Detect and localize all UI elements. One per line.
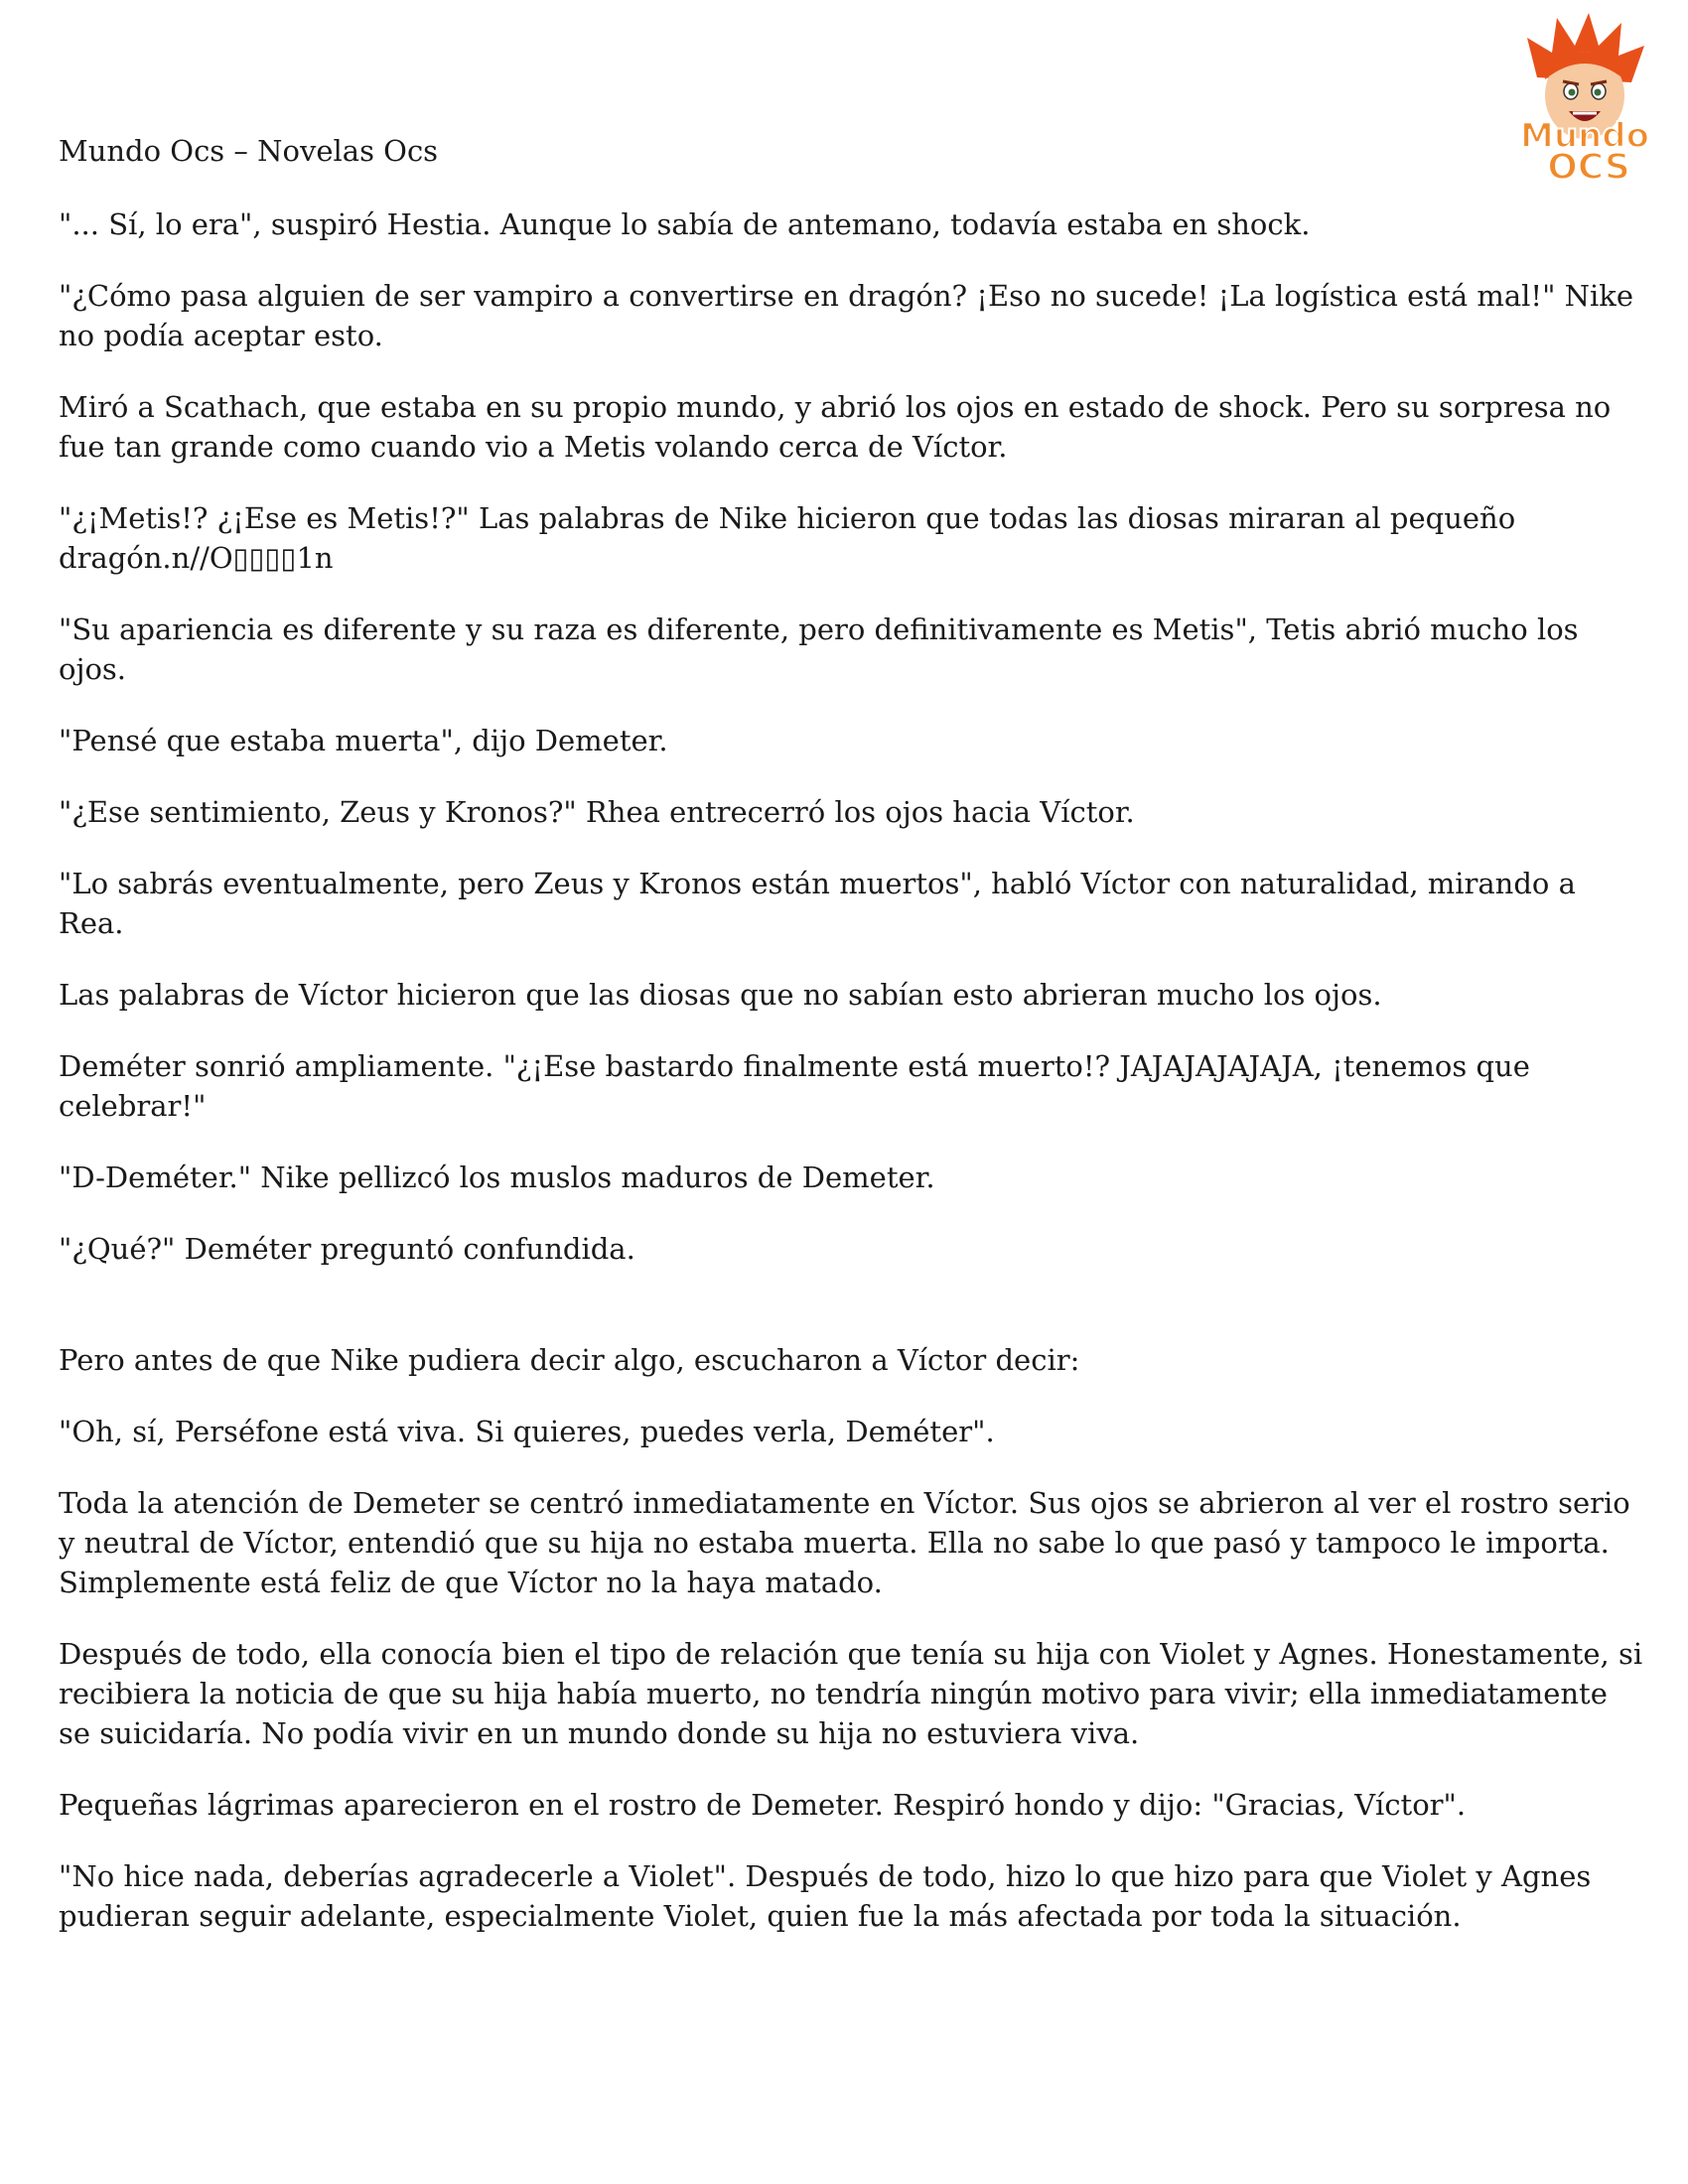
paragraph: "Pensé que estaba muerta", dijo Demeter.	[59, 724, 668, 757]
logo-lettering	[1520, 116, 1649, 183]
paragraph: Deméter sonrió ampliamente. "¿¡Ese bastardo finalmente está muerto!? JAJAJAJAJAJA, ¡tenemos que celebrar!"	[59, 1049, 1530, 1123]
paragraph: Pequeñas lágrimas aparecieron en el rostro de Demeter. Respiró hondo y dijo: "Gracias, Víctor".	[59, 1788, 1467, 1822]
paragraph: Después de todo, ella conocía bien el tipo de relación que tenía su hija con Violet y Agnes. Honestamente, si recibiera la noticia de que su hija había muerto, no tendría ningún motivo para vivir; ella inmediatamente se suicidaría. No podía vivir en un mundo donde su hija no estuviera viva.	[59, 1637, 1643, 1750]
paragraph: Las palabras de Víctor hicieron que las diosas que no sabían esto abrieran mucho los ojos.	[59, 978, 1382, 1012]
paragraph: "Su apariencia es diferente y su raza es diferente, pero definitivamente es Metis", Tetis abrió mucho los ojos.	[59, 613, 1579, 686]
paragraph: "Lo sabrás eventualmente, pero Zeus y Kronos están muertos", habló Víctor con naturalidad, mirando a Rea.	[59, 867, 1576, 940]
paragraph: "¿Ese sentimiento, Zeus y Kronos?" Rhea entrecerró los ojos hacia Víctor.	[59, 795, 1135, 829]
text-block-upper	[59, 205, 1647, 1300]
paragraph: "D-Deméter." Nike pellizcó los muslos maduros de Demeter.	[59, 1160, 935, 1194]
paragraph: Miró a Scathach, que estaba en su propio mundo, y abrió los ojos en estado de shock. Pero su sorpresa no fue tan grande como cuando vio a Metis volando cerca de Víctor.	[59, 390, 1612, 464]
page-header: Mundo Ocs – Novelas Ocs	[59, 134, 439, 168]
paragraph: "¿Qué?" Deméter preguntó confundida.	[59, 1232, 635, 1266]
mundo-ocs-logo	[1497, 8, 1672, 183]
logo-text-bottom: OCS	[1547, 147, 1630, 183]
paragraph: Pero antes de que Nike pudiera decir algo, escucharon a Víctor decir:	[59, 1343, 1080, 1377]
paragraph: "... Sí, lo era", suspiró Hestia. Aunque lo sabía de antemano, todavía estaba en shock.	[59, 207, 1311, 241]
logo-text-top: Mundo	[1520, 116, 1649, 156]
paragraph: Toda la atención de Demeter se centró inmediatamente en Víctor. Sus ojos se abrieron al ver el rostro serio y neutral de Víctor, entendió que su hija no estaba muerta. Ella no sabe lo que pasó y tampoco le importa. Simplemente está feliz de que Víctor no la haya matado.	[59, 1486, 1630, 1599]
paragraph: "No hice nada, deberías agradecerle a Violet". Después de todo, hizo lo que hizo para que Violet y Agnes pudieran seguir adelante, especialmente Violet, quien fue la más afectada por toda la situación.	[59, 1859, 1592, 1933]
paragraph: "¿Cómo pasa alguien de ser vampiro a convertirse en dragón? ¡Eso no sucede! ¡La logística está mal!" Nike no podía aceptar esto.	[59, 279, 1634, 352]
paragraph: "Oh, sí, Perséfone está viva. Si quieres, puedes verla, Deméter".	[59, 1415, 995, 1448]
paragraph: "¿¡Metis!? ¿¡Ese es Metis!?" Las palabras de Nike hicieron que todas las diosas miraran al pequeño dragón.n//O▯▯▯▯1n	[59, 501, 1516, 575]
text-block-lower	[59, 1340, 1647, 1968]
